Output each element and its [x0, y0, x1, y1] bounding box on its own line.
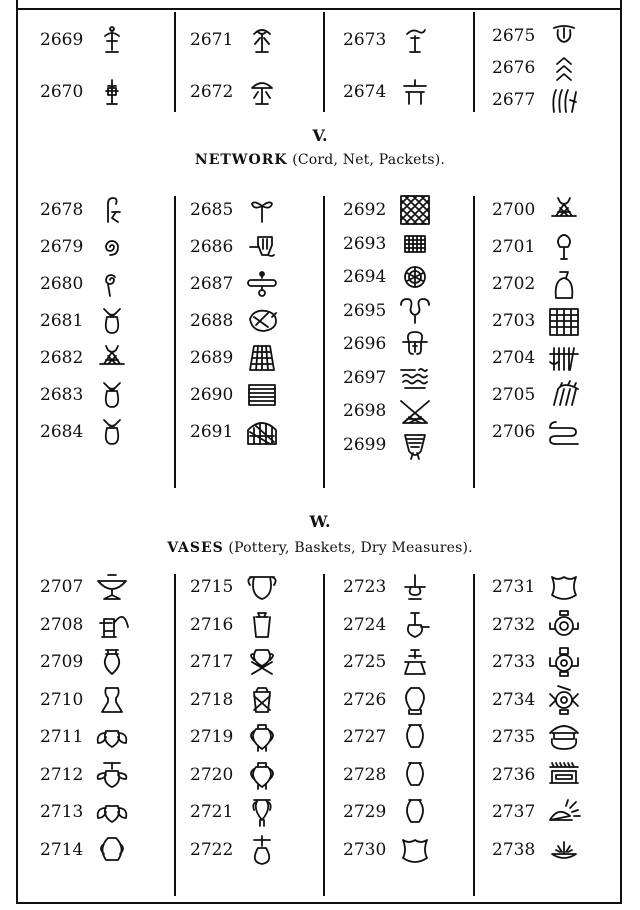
section-w-title-main: VASES	[167, 540, 224, 556]
glyph-number: 2724	[343, 614, 387, 635]
glyph-entry	[492, 416, 582, 448]
glyph-entry	[343, 194, 433, 226]
spouted-vessel-icon	[397, 609, 433, 641]
cross-ring-icon	[546, 646, 582, 678]
glyph-number: 2710	[40, 689, 84, 710]
radiant-bowl-icon	[546, 796, 582, 828]
glyph-entry	[190, 684, 280, 716]
bound-roll-icon	[244, 268, 280, 300]
coiled-rope-icon	[546, 416, 582, 448]
glyph-number: 2678	[40, 200, 84, 220]
glyph-number: 2720	[190, 764, 234, 785]
glyph-number: 2702	[492, 274, 536, 294]
glyph-entry	[190, 796, 280, 828]
umbrella-stand-icon	[244, 76, 280, 108]
glyph-entry	[492, 379, 582, 411]
winged-vase-icon	[94, 796, 130, 828]
spiral-cord-icon	[94, 231, 130, 263]
net-triangle-icon	[397, 395, 433, 427]
glyph-number: 2677	[492, 90, 536, 110]
curled-stand-icon	[397, 24, 433, 56]
glyph-number: 2728	[343, 764, 387, 785]
glyph-entry	[40, 834, 130, 866]
glyph-entry	[343, 834, 433, 866]
glyph-number: 2725	[343, 652, 387, 672]
column-rule	[174, 12, 176, 112]
striped-trap-icon	[244, 342, 280, 374]
striped-box-icon	[244, 379, 280, 411]
hood-loop-icon	[546, 20, 582, 52]
net-dome-icon	[244, 416, 280, 448]
glyph-number: 2694	[343, 267, 387, 287]
hanging-basket-icon	[244, 231, 280, 263]
glyph-number: 2737	[492, 802, 536, 822]
glyph-number: 2695	[343, 300, 387, 321]
glyph-number: 2732	[492, 614, 536, 635]
glyph-number: 2681	[40, 311, 84, 331]
section-v-title-main: NETWORK	[194, 152, 288, 168]
loop-pendant-icon	[546, 231, 582, 263]
glyph-number: 2672	[190, 82, 234, 102]
glyph-entry	[190, 609, 280, 641]
topped-vase-icon	[94, 759, 130, 791]
wide-bowl-icon	[546, 571, 582, 603]
tied-bag-icon	[94, 416, 130, 448]
glyph-entry	[343, 76, 433, 108]
glyph-number: 2682	[40, 348, 84, 368]
table-stand-icon	[397, 76, 433, 108]
glyph-entry	[40, 231, 130, 263]
glyph-number: 2697	[343, 367, 387, 388]
glyph-number: 2671	[190, 30, 234, 50]
bushy-stand-icon	[244, 24, 280, 56]
glyph-entry	[492, 268, 582, 300]
tiered-stand-icon	[397, 646, 433, 678]
glyph-entry	[190, 759, 280, 791]
glyph-number: 2700	[492, 200, 536, 220]
glyph-entry	[343, 429, 433, 461]
glyph-number: 2670	[40, 82, 84, 102]
column-rule	[174, 574, 176, 896]
glyph-entry	[40, 342, 130, 374]
comb-rack-icon	[546, 342, 582, 374]
standard-plant-icon	[94, 24, 130, 56]
glyph-number: 2722	[190, 839, 234, 860]
glyph-entry	[343, 796, 433, 828]
column-rule	[473, 196, 475, 488]
tied-bag-icon	[94, 305, 130, 337]
section-v-title	[0, 152, 640, 168]
column-rule	[323, 12, 325, 112]
net-circle-icon	[397, 261, 433, 293]
glyph-entry	[343, 395, 433, 427]
section-w-title-sub: (Pottery, Baskets, Dry Measures).	[228, 540, 473, 556]
glyph-number: 2673	[343, 30, 387, 50]
glyph-number: 2704	[492, 348, 536, 368]
glyph-number: 2680	[40, 274, 84, 294]
post-plant-icon	[94, 76, 130, 108]
chevron-stack-icon	[546, 52, 582, 84]
glyph-entry	[343, 261, 433, 293]
glyph-entry	[40, 684, 130, 716]
glyph-entry	[40, 24, 130, 56]
amphora-icon	[244, 759, 280, 791]
glyph-entry	[40, 76, 130, 108]
winged-vase-icon	[94, 721, 130, 753]
glyph-number: 2738	[492, 839, 536, 860]
glyph-number: 2726	[343, 689, 387, 710]
glyph-number: 2735	[492, 727, 536, 747]
glyph-number: 2690	[190, 385, 234, 405]
glyph-number: 2669	[40, 30, 84, 50]
glyph-number: 2718	[190, 689, 234, 710]
glyph-number: 2721	[190, 802, 234, 822]
glyph-entry	[40, 796, 130, 828]
glyph-entry	[343, 759, 433, 791]
glyph-number: 2688	[190, 311, 234, 331]
glyph-entry	[343, 721, 433, 753]
glyph-number: 2693	[343, 233, 387, 254]
net-bag-icon	[244, 305, 280, 337]
net-knot-icon	[546, 194, 582, 226]
wavy-lines-icon	[397, 362, 433, 394]
glyph-entry	[190, 342, 280, 374]
tied-knot-icon	[397, 328, 433, 360]
column-rule	[473, 12, 475, 112]
basket-tied-icon	[397, 429, 433, 461]
handled-pot-icon	[244, 571, 280, 603]
glyph-entry	[40, 416, 130, 448]
fringed-basin-icon	[546, 759, 582, 791]
glyph-entry	[40, 194, 130, 226]
glyph-entry	[40, 646, 130, 678]
small-net-icon	[397, 228, 433, 260]
spindle-stand-icon	[397, 571, 433, 603]
round-pot-icon	[397, 796, 433, 828]
glyph-entry	[492, 721, 582, 753]
glyph-number: 2734	[492, 689, 536, 710]
tied-bag-icon	[94, 379, 130, 411]
glyph-entry	[492, 646, 582, 678]
glyph-entry	[40, 759, 130, 791]
glyph-entry	[190, 231, 280, 263]
glyph-number: 2684	[40, 422, 84, 442]
glyph-entry	[492, 609, 582, 641]
column-rule	[174, 196, 176, 488]
glyph-number: 2736	[492, 764, 536, 785]
glyph-entry	[190, 194, 280, 226]
wide-bowl-icon	[397, 834, 433, 866]
glyph-number: 2715	[190, 577, 234, 597]
glyph-entry	[190, 646, 280, 678]
glyph-number: 2708	[40, 614, 84, 635]
stand-vessel-icon	[94, 684, 130, 716]
glyph-number: 2723	[343, 577, 387, 597]
glyph-entry	[343, 362, 433, 394]
glyph-number: 2717	[190, 652, 234, 672]
sprout-cord-icon	[244, 194, 280, 226]
glyph-entry	[492, 20, 582, 52]
round-pot-icon	[397, 721, 433, 753]
arched-basin-icon	[546, 721, 582, 753]
glyph-number: 2676	[492, 58, 536, 78]
lidded-jar-icon	[94, 646, 130, 678]
glyph-entry	[40, 721, 130, 753]
glyph-number: 2687	[190, 274, 234, 294]
ring-vessel-icon	[546, 609, 582, 641]
glyph-number: 2674	[343, 82, 387, 102]
glyph-entry	[190, 834, 280, 866]
crosshatch-square-icon	[397, 194, 433, 226]
crossed-jar-icon	[244, 646, 280, 678]
glyph-number: 2691	[190, 422, 234, 442]
glyph-entry	[40, 305, 130, 337]
glyph-entry	[492, 684, 582, 716]
oval-vase-icon	[397, 684, 433, 716]
glyph-entry	[492, 52, 582, 84]
radiant-dish-icon	[546, 834, 582, 866]
top-rule	[16, 8, 622, 10]
glyph-number: 2730	[343, 839, 387, 860]
glyph-number: 2712	[40, 764, 84, 785]
glyph-number: 2716	[190, 614, 234, 635]
glyph-number: 2706	[492, 422, 536, 442]
glyph-entry	[343, 295, 433, 327]
glyph-entry	[343, 228, 433, 260]
round-pot-icon	[397, 759, 433, 791]
glyph-number: 2685	[190, 200, 234, 220]
glyph-number: 2719	[190, 727, 234, 747]
glyph-number: 2675	[492, 26, 536, 46]
glyph-number: 2701	[492, 237, 536, 257]
glyph-entry	[492, 796, 582, 828]
glyph-entry	[492, 231, 582, 263]
glyph-entry	[343, 571, 433, 603]
handled-jug-icon	[94, 609, 130, 641]
column-rule	[473, 574, 475, 896]
glyph-number: 2713	[40, 802, 84, 822]
glyph-entry	[492, 759, 582, 791]
column-rule	[323, 574, 325, 896]
glyph-entry	[343, 24, 433, 56]
glyph-entry	[40, 571, 130, 603]
glyph-number: 2686	[190, 237, 234, 257]
glyph-entry	[190, 379, 280, 411]
glyph-entry	[343, 609, 433, 641]
glyph-number: 2705	[492, 385, 536, 405]
glyph-entry	[40, 268, 130, 300]
glyph-number: 2689	[190, 348, 234, 368]
double-loop-icon	[397, 295, 433, 327]
glyph-number: 2729	[343, 802, 387, 822]
glyph-number: 2692	[343, 200, 387, 220]
glyph-entry	[492, 571, 582, 603]
glyph-entry	[492, 342, 582, 374]
footed-bowl-icon	[94, 571, 130, 603]
lidded-basket-icon	[244, 684, 280, 716]
glyph-number: 2727	[343, 727, 387, 747]
glyph-entry	[190, 721, 280, 753]
column-rule	[323, 196, 325, 488]
loop-cord-icon	[94, 194, 130, 226]
amphora-icon	[244, 721, 280, 753]
grid-square-icon	[546, 305, 582, 337]
tied-sack-icon	[546, 268, 582, 300]
glyph-entry	[343, 684, 433, 716]
glyph-number: 2699	[343, 434, 387, 455]
glyph-entry	[40, 609, 130, 641]
glyph-number: 2731	[492, 577, 536, 597]
bucket-icon	[244, 609, 280, 641]
small-spiral-icon	[94, 268, 130, 300]
glyph-entry	[190, 416, 280, 448]
winged-ring-icon	[546, 684, 582, 716]
glyph-number: 2696	[343, 334, 387, 354]
glyph-entry	[492, 194, 582, 226]
hanging-cords-icon	[546, 379, 582, 411]
glyph-entry	[492, 84, 582, 116]
glyph-entry	[190, 24, 280, 56]
glyph-number: 2707	[40, 577, 84, 597]
glyph-number: 2709	[40, 652, 84, 672]
section-w-letter: W.	[309, 512, 331, 531]
glyph-number: 2698	[343, 401, 387, 421]
narrow-vase-icon	[244, 796, 280, 828]
glyph-entry	[492, 834, 582, 866]
reed-bundle-icon	[546, 84, 582, 116]
glyph-entry	[343, 646, 433, 678]
handled-vase-icon	[94, 834, 130, 866]
glyph-entry	[343, 328, 433, 360]
glyph-number: 2679	[40, 237, 84, 257]
glyph-number: 2711	[40, 727, 84, 747]
glyph-entry	[190, 268, 280, 300]
glyph-number: 2683	[40, 385, 84, 405]
glyph-entry	[40, 379, 130, 411]
net-knot-icon	[94, 342, 130, 374]
cross-vessel-icon	[244, 834, 280, 866]
glyph-entry	[190, 571, 280, 603]
glyph-number: 2733	[492, 652, 536, 672]
glyph-entry	[190, 305, 280, 337]
glyph-entry	[492, 305, 582, 337]
glyph-number: 2714	[40, 839, 84, 860]
glyph-number: 2703	[492, 311, 536, 331]
section-w-title	[0, 540, 640, 556]
section-v-letter: V.	[312, 126, 328, 145]
section-v-title-sub: (Cord, Net, Packets).	[292, 152, 446, 168]
glyph-entry	[190, 76, 280, 108]
